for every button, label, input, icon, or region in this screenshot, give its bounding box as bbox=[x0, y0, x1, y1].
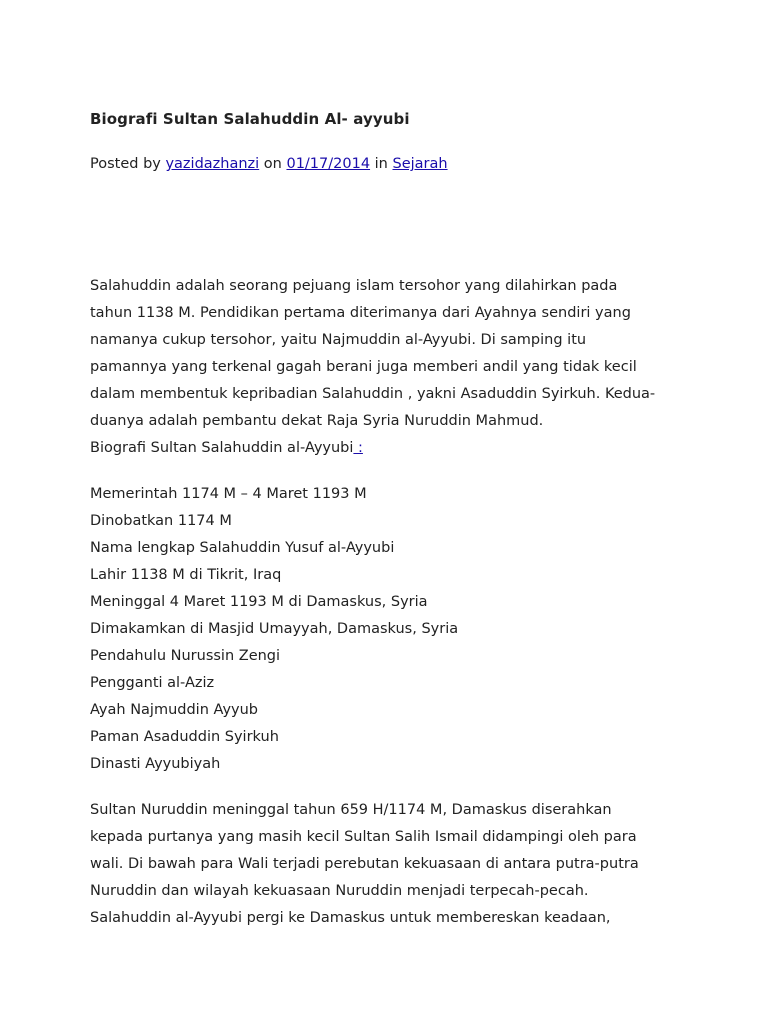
paragraph-line: duanya adalah pembantu dekat Raja Syria Nuruddin Mahmud. bbox=[90, 413, 544, 429]
paragraph-line: kepada purtanya yang masih kecil Sultan Salih Ismail didampingi oleh para bbox=[90, 829, 637, 845]
history-paragraph bbox=[90, 797, 639, 932]
info-line: Nama lengkap Salahuddin Yusuf al-Ayyubi bbox=[90, 540, 395, 556]
info-line: Lahir 1138 M di Tikrit, Iraq bbox=[90, 567, 282, 583]
paragraph-line: Salahuddin al-Ayyubi pergi ke Damaskus untuk membereskan keadaan, bbox=[90, 910, 611, 926]
intro-paragraph bbox=[90, 273, 655, 462]
article-title: Biografi Sultan Salahuddin Al- ayyubi bbox=[90, 110, 410, 128]
paragraph-line: Nuruddin dan wilayah kekuasaan Nuruddin menjadi terpecah-pecah. bbox=[90, 883, 589, 899]
bio-heading-link[interactable]: : bbox=[353, 440, 363, 456]
paragraph-line: dalam membentuk kepribadian Salahuddin , yakni Asaduddin Syirkuh. Kedua- bbox=[90, 386, 656, 402]
info-line: Dinobatkan 1174 M bbox=[90, 513, 232, 529]
bio-info-list bbox=[90, 481, 458, 778]
paragraph-line: Salahuddin adalah seorang pejuang islam tersohor yang dilahirkan pada bbox=[90, 278, 618, 294]
info-line: Pendahulu Nurussin Zengi bbox=[90, 648, 281, 664]
date-link[interactable]: 01/17/2014 bbox=[286, 156, 371, 172]
info-line: Paman Asaduddin Syirkuh bbox=[90, 729, 279, 745]
bio-heading bbox=[90, 435, 655, 462]
info-line: Pengganti al-Aziz bbox=[90, 675, 215, 691]
info-line: Memerintah 1174 M – 4 Maret 1193 M bbox=[90, 486, 367, 502]
paragraph-line: pamannya yang terkenal gagah berani juga memberi andil yang tidak kecil bbox=[90, 359, 637, 375]
paragraph-line: Sultan Nuruddin meninggal tahun 659 H/1174 M, Damaskus diserahkan bbox=[90, 802, 612, 818]
bio-heading-text: Biografi Sultan Salahuddin al-Ayyubi bbox=[90, 440, 354, 456]
paragraph-line: namanya cukup tersohor, yaitu Najmuddin al-Ayyubi. Di samping itu bbox=[90, 332, 587, 348]
paragraph-line: wali. Di bawah para Wali terjadi perebutan kekuasaan di antara putra-putra bbox=[90, 856, 639, 872]
info-line: Dimakamkan di Masjid Umayyah, Damaskus, Syria bbox=[90, 621, 459, 637]
on-text: on bbox=[263, 156, 282, 172]
author-link[interactable]: yazidazhanzi bbox=[165, 156, 260, 172]
info-line: Dinasti Ayyubiyah bbox=[90, 756, 221, 772]
info-line: Meninggal 4 Maret 1193 M di Damaskus, Syria bbox=[90, 594, 428, 610]
in-text: in bbox=[374, 156, 388, 172]
info-line: Ayah Najmuddin Ayyub bbox=[90, 702, 259, 718]
paragraph-line: tahun 1138 M. Pendidikan pertama diterimanya dari Ayahnya sendiri yang bbox=[90, 305, 631, 321]
posted-by-text: Posted by bbox=[90, 156, 161, 172]
post-meta bbox=[90, 156, 448, 172]
category-link[interactable]: Sejarah bbox=[392, 156, 448, 172]
